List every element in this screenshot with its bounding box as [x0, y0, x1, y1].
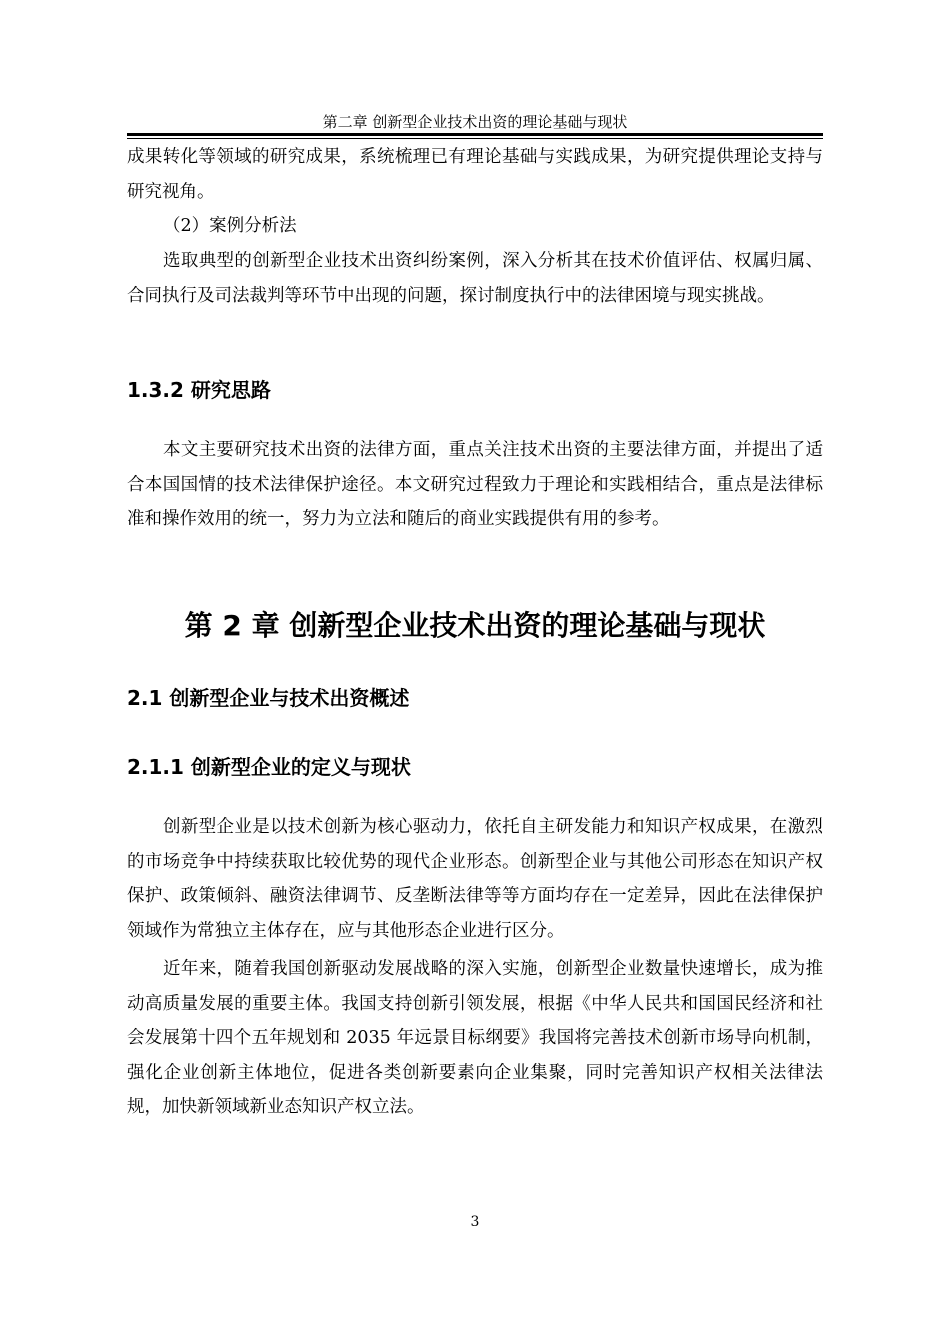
chapter-title: 第 2 章 创新型企业技术出资的理论基础与现状 — [184, 609, 766, 642]
paragraph-research-approach: 本文主要研究技术出资的法律方面，重点关注技术出资的主要法律方面，并提出了适合本国国情的技术法律保护途径。本文研究过程致力于理论和实践相结合，重点是法律标准和操作效用的统一，努力为立法和随后的商业实践提供有用的参考。 — [127, 440, 823, 529]
header-rule — [127, 133, 823, 136]
running-header: 第二章 创新型企业技术出资的理论基础与现状 — [322, 113, 628, 131]
paragraph-case-analysis: 选取典型的创新型企业技术出资纠纷案例，深入分析其在技术价值评估、权属归属、合同执行及司法裁判等环节中出现的问题，探讨制度执行中的法律困境与现实挑战。 — [127, 251, 823, 306]
heading-2-1-1: 2.1.1 创新型企业的定义与现状 — [127, 755, 411, 779]
method-item-case-analysis: （2）案例分析法 — [163, 216, 297, 236]
paragraph-definition: 创新型企业是以技术创新为核心驱动力，依托自主研发能力和知识产权成果，在激烈的市场竞争中持续获取比较优势的现代企业形态。创新型企业与其他公司形态在知识产权保护、政策倾斜、融资法律调节、反垄断法律等等方面均存在一定差异，因此在法律保护领域作为常独立主体存在，应与其他形态企业进行区分。 — [127, 817, 823, 941]
paragraph-recent-development: 近年来，随着我国创新驱动发展战略的深入实施，创新型企业数量快速增长，成为推动高质量发展的重要主体。我国支持创新引领发展，根据《中华人民共和国国民经济和社会发展第十四个五年规划和 2035 年远景目标纲要》我国将完善技术创新市场导向机制，强化企业创新主体地位，促进各类创新要素向企业集聚，同时完善知识产权相关法律法规，加快新领域新业态知识产权立法。 — [127, 959, 823, 1117]
header-rule-thin — [127, 138, 823, 139]
heading-1-3-2: 1.3.2 研究思路 — [127, 378, 271, 402]
paragraph-continued: 成果转化等领域的研究成果，系统梳理已有理论基础与实践成果，为研究提供理论支持与研究视角。 — [127, 147, 823, 202]
page-number: 3 — [470, 1214, 480, 1230]
heading-2-1: 2.1 创新型企业与技术出资概述 — [127, 686, 410, 710]
